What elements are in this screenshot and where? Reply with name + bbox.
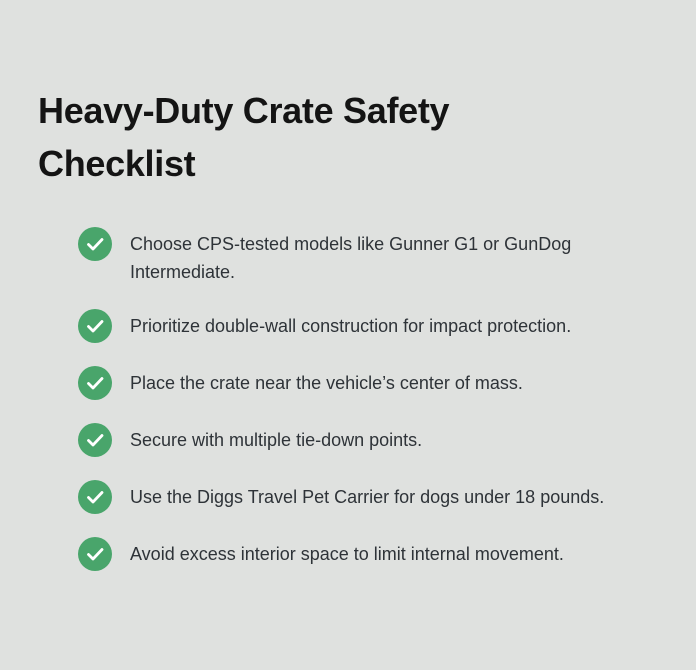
page-title: Heavy-Duty Crate Safety Checklist: [38, 90, 450, 185]
checklist: [78, 230, 644, 571]
check-circle-icon: [78, 366, 112, 400]
checklist-item-text: Avoid excess interior space to limit internal movement.: [130, 544, 564, 564]
check-circle-icon: [78, 537, 112, 571]
checklist-item-text: Place the crate near the vehicle’s center of mass.: [130, 373, 523, 393]
checklist-item: [78, 369, 644, 400]
checklist-item: [78, 230, 644, 286]
checklist-item-text: Use the Diggs Travel Pet Carrier for dogs under 18 pounds.: [130, 487, 605, 507]
checklist-item: [78, 312, 644, 343]
check-circle-icon: [78, 480, 112, 514]
check-circle-icon: [78, 423, 112, 457]
checklist-item: [78, 540, 644, 571]
checklist-item-text: Choose CPS-tested models like Gunner G1 or GunDog Intermediate.: [130, 234, 572, 282]
checklist-item-text: Secure with multiple tie-down points.: [130, 430, 423, 450]
check-circle-icon: [78, 227, 112, 261]
check-circle-icon: [78, 309, 112, 343]
checklist-item-text: Prioritize double-wall construction for impact protection.: [130, 316, 572, 336]
checklist-item: [78, 426, 644, 457]
checklist-item: [78, 483, 644, 514]
